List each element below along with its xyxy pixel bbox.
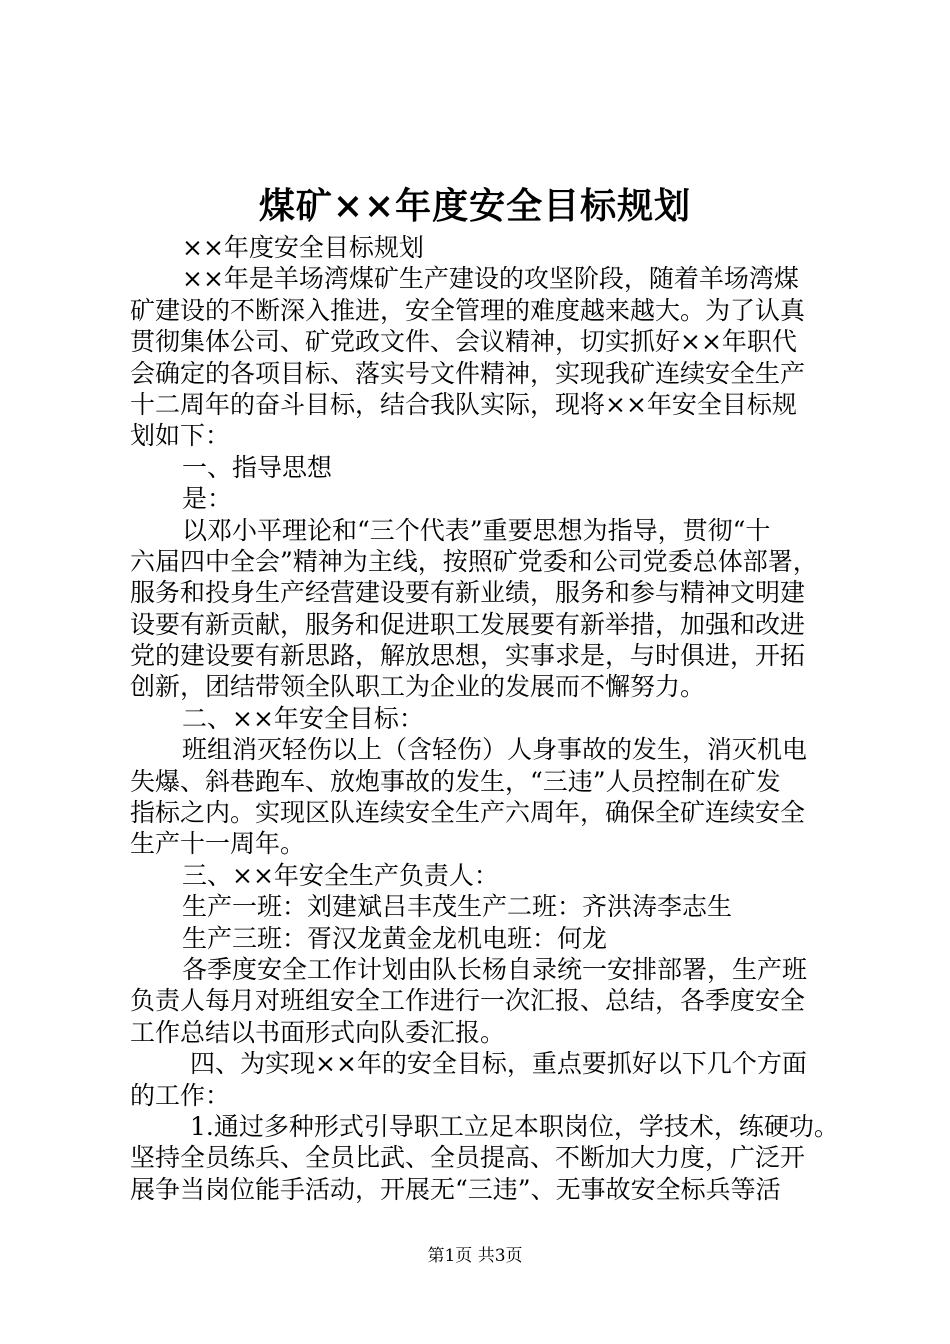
body-line: ××年是羊场湾煤矿生产建设的攻坚阶段，随着羊场湾煤: [182, 264, 799, 294]
body-line: 十二周年的奋斗目标，结合我队实际，现将××年安全目标规: [130, 389, 797, 419]
body-line: 服务和投身生产经营建设要有新业绩，服务和参与精神文明建: [130, 578, 806, 608]
body-line: 指标之内。实现区队连续安全生产六周年，确保全矿连续安全: [130, 798, 806, 828]
body-line: 创新，团结带领全队职工为企业的发展而不懈努力。: [130, 672, 706, 702]
body-line: 班组消灭轻伤以上（含轻伤）人身事故的发生，消灭机电: [182, 735, 808, 765]
body-line: 矿建设的不断深入推进，安全管理的难度越来越大。为了认真: [130, 295, 806, 325]
page-footer: 第1页 共3页: [427, 1246, 523, 1266]
body-line: 的工作：: [130, 1080, 231, 1110]
body-line: 是：: [182, 484, 233, 514]
body-line: 各季度安全工作计划由队长杨自录统一安排部署，生产班: [182, 954, 808, 984]
body-line: 划如下：: [130, 421, 231, 451]
body-line: 生产十一周年。: [130, 829, 306, 859]
body-line: 贯彻集体公司、矿党政文件、会议精神，切实抓好××年职代: [130, 327, 797, 357]
document-title: 煤矿××年度安全目标规划: [258, 185, 692, 227]
body-line: 1.通过多种形式引导职工立足本职岗位，学技术，练硬功。: [190, 1111, 839, 1141]
section-heading: 二、××年安全目标：: [182, 703, 424, 733]
body-line: ××年度安全目标规划: [182, 233, 424, 262]
section-heading: 四、为实现××年的安全目标，重点要抓好以下几个方面: [190, 1049, 807, 1079]
body-line: 工作总结以书面形式向队委汇报。: [130, 1017, 506, 1047]
body-line: 生产三班：胥汉龙黄金龙机电班：何龙: [182, 923, 608, 953]
body-line: 坚持全员练兵、全员比武、全员提高、不断加大力度，广泛开: [130, 1143, 806, 1173]
body-line: 失爆、斜巷跑车、放炮事故的发生，“三违”人员控制在矿发: [130, 766, 781, 796]
body-line: 党的建设要有新思路，解放思想，实事求是，与时俱进，开拓: [130, 641, 806, 671]
body-line: 六届四中全会”精神为主线，按照矿党委和公司党委总体部署，: [130, 546, 818, 576]
section-heading: 一、指导思想: [182, 452, 333, 482]
document-body: [130, 232, 839, 1205]
body-line: 设要有新贡献，服务和促进职工发展要有新举措，加强和改进: [130, 609, 806, 639]
body-line: 展争当岗位能手活动，开展无“三违”、无事故安全标兵等活: [130, 1174, 781, 1204]
body-line: 负责人每月对班组安全工作进行一次汇报、总结，各季度安全: [130, 986, 806, 1016]
section-heading: 三、××年安全生产负责人：: [182, 860, 499, 890]
body-line: 以邓小平理论和“三个代表”重要思想为指导，贯彻“十: [182, 515, 771, 545]
body-line: 生产一班：刘建斌吕丰茂生产二班：齐洪涛李志生: [182, 892, 733, 922]
body-line: 会确定的各项目标、落实号文件精神，实现我矿连续安全生产: [130, 358, 806, 388]
